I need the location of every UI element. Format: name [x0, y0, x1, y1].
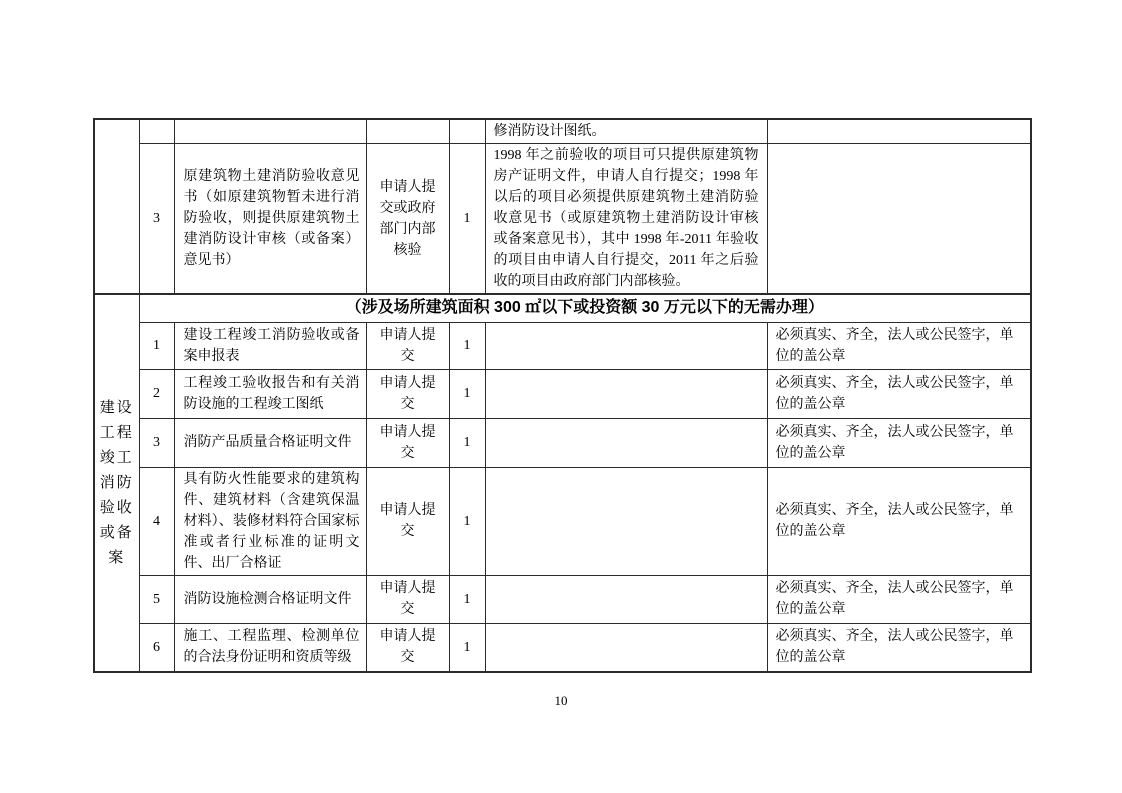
copy-count-cell: 1 — [449, 575, 485, 623]
category-cell-empty — [94, 119, 139, 294]
row-number-cell: 4 — [139, 467, 174, 575]
remark-cell: 必须真实、齐全，法人或公民签字，单位的盖公章 — [767, 575, 1031, 623]
requirement-cell — [485, 575, 767, 623]
row-number-cell: 3 — [139, 144, 174, 295]
requirement-cell — [485, 418, 767, 467]
row-number-cell — [139, 119, 174, 144]
carryover-item-row — [94, 144, 1031, 295]
copy-count-cell: 1 — [449, 369, 485, 418]
section-banner-row — [94, 294, 1031, 322]
material-name-cell: 原建筑物土建消防验收意见书（如原建筑物暂未进行消防验收，则提供原建筑物土建消防设计审核（或备案）意见书） — [174, 144, 366, 295]
copy-count-cell: 1 — [449, 322, 485, 369]
material-name-cell: 消防产品质量合格证明文件 — [174, 418, 366, 467]
remark-cell — [767, 119, 1031, 144]
material-name-cell: 工程竣工验收报告和有关消防设施的工程竣工图纸 — [174, 369, 366, 418]
copy-count-cell — [449, 119, 485, 144]
submission-source-cell: 申请人提交 — [366, 623, 449, 672]
row-number-cell: 3 — [139, 418, 174, 467]
category-header-label: 建设工程竣工消防验收或备案 — [99, 399, 134, 566]
requirement-cell — [485, 467, 767, 575]
requirement-cell: 修消防设计图纸。 — [485, 119, 767, 144]
row-number-cell: 5 — [139, 575, 174, 623]
copy-count-cell: 1 — [449, 144, 485, 295]
remark-cell: 必须真实、齐全，法人或公民签字，单位的盖公章 — [767, 467, 1031, 575]
requirement-cell — [485, 623, 767, 672]
row-number-cell: 6 — [139, 623, 174, 672]
material-name-cell — [174, 119, 366, 144]
remark-cell — [767, 144, 1031, 295]
table-row — [94, 467, 1031, 575]
submission-source-cell: 申请人提交 — [366, 369, 449, 418]
submission-source-cell: 申请人提交 — [366, 467, 449, 575]
material-name-cell: 消防设施检测合格证明文件 — [174, 575, 366, 623]
submission-source-cell: 申请人提交或政府部门内部核验 — [366, 144, 449, 295]
requirement-cell — [485, 322, 767, 369]
page-number: 10 — [554, 693, 568, 708]
requirement-cell: 1998 年之前验收的项目可只提供原建筑物房产证明文件，申请人自行提交；1998 年以后的项目必须提供原建筑物土建消防验收意见书（或原建筑物土建消防设计审核或备案意见书），其中 1998 年-2011 年验收的项目由申请人自行提交，2011 年之后验收的项目由政府部门内部核验。 — [485, 144, 767, 295]
submission-source-cell — [366, 119, 449, 144]
table-row — [94, 418, 1031, 467]
row-number-cell: 1 — [139, 322, 174, 369]
remark-cell: 必须真实、齐全，法人或公民签字，单位的盖公章 — [767, 322, 1031, 369]
submission-source-cell: 申请人提交 — [366, 575, 449, 623]
remark-cell: 必须真实、齐全，法人或公民签字，单位的盖公章 — [767, 623, 1031, 672]
material-name-cell: 具有防火性能要求的建筑构件、建筑材料（含建筑保温材料）、装修材料符合国家标准或者行业标准的证明文件、出厂合格证 — [174, 467, 366, 575]
materials-table — [93, 118, 1032, 673]
carryover-tail-row — [94, 119, 1031, 144]
material-name-cell: 施工、工程监理、检测单位的合法身份证明和资质等级 — [174, 623, 366, 672]
copy-count-cell: 1 — [449, 623, 485, 672]
submission-source-cell: 申请人提交 — [366, 322, 449, 369]
remark-cell: 必须真实、齐全，法人或公民签字，单位的盖公章 — [767, 369, 1031, 418]
copy-count-cell: 1 — [449, 418, 485, 467]
submission-source-cell: 申请人提交 — [366, 418, 449, 467]
table-row — [94, 369, 1031, 418]
section-banner: （涉及场所建筑面积 300 ㎡以下或投资额 30 万元以下的无需办理） — [139, 294, 1031, 322]
remark-cell: 必须真实、齐全，法人或公民签字，单位的盖公章 — [767, 418, 1031, 467]
table-row — [94, 322, 1031, 369]
copy-count-cell: 1 — [449, 467, 485, 575]
category-header-cell — [94, 294, 139, 672]
material-name-cell: 建设工程竣工消防验收或备案申报表 — [174, 322, 366, 369]
table-row — [94, 623, 1031, 672]
table-row — [94, 575, 1031, 623]
row-number-cell: 2 — [139, 369, 174, 418]
requirement-cell — [485, 369, 767, 418]
